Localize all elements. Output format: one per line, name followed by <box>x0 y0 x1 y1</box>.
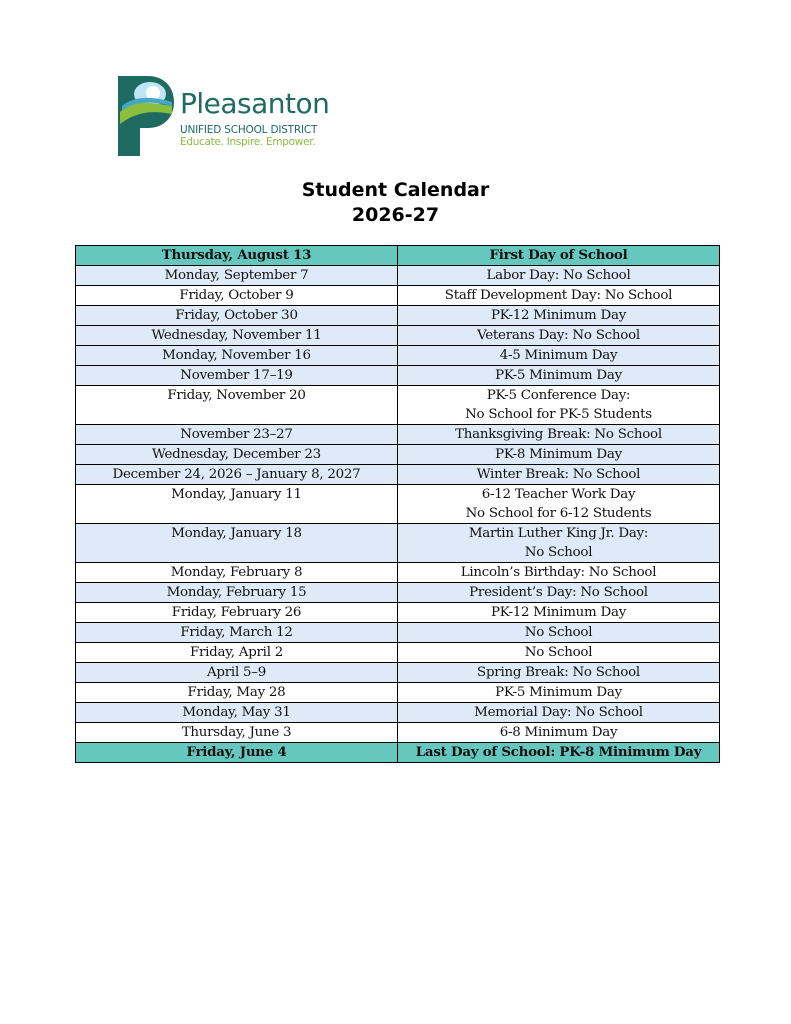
calendar-date-cell: November 23–27 <box>76 425 398 445</box>
calendar-date-cell: December 24, 2026 – January 8, 2027 <box>76 465 398 485</box>
district-logo <box>118 76 348 158</box>
calendar-event-text-line-2: No School <box>524 545 593 560</box>
calendar-date-cell: Monday, September 7 <box>76 266 398 286</box>
calendar-date-cell: Friday, March 12 <box>76 623 398 643</box>
calendar-event-text: PK-8 Minimum Day <box>495 447 622 462</box>
calendar-event-cell <box>398 723 720 743</box>
calendar-row <box>76 266 720 286</box>
calendar-row <box>76 485 720 524</box>
calendar-table <box>75 245 720 763</box>
calendar-event-text: First Day of School <box>489 247 628 263</box>
calendar-row <box>76 445 720 465</box>
title-line-1: Student Calendar <box>301 179 490 201</box>
calendar-event-cell <box>398 643 720 663</box>
calendar-row <box>76 623 720 643</box>
calendar-event-cell <box>398 524 720 563</box>
calendar-event-text: PK-12 Minimum Day <box>490 308 627 323</box>
calendar-date-cell: Thursday, August 13 <box>76 246 398 266</box>
calendar-date-cell: Monday, January 18 <box>76 524 398 563</box>
calendar-row <box>76 346 720 366</box>
calendar-event-text: Veterans Day: No School <box>477 328 640 343</box>
calendar-date-cell: Friday, October 9 <box>76 286 398 306</box>
calendar-event-text: Labor Day: No School <box>486 268 631 283</box>
calendar-row <box>76 743 720 763</box>
calendar-row <box>76 663 720 683</box>
calendar-row <box>76 643 720 663</box>
calendar-event-cell <box>398 425 720 445</box>
pleasanton-p-logo-icon <box>118 76 174 156</box>
calendar-row <box>76 603 720 623</box>
calendar-event-cell <box>398 683 720 703</box>
calendar-date-cell: Friday, February 26 <box>76 603 398 623</box>
calendar-row <box>76 524 720 563</box>
calendar-event-text: No School <box>524 625 593 640</box>
calendar-event-text-line-2: No School for PK-5 Students <box>465 407 652 422</box>
calendar-row <box>76 583 720 603</box>
calendar-date-cell: Friday, November 20 <box>76 386 398 425</box>
calendar-event-cell <box>398 623 720 643</box>
calendar-date-cell: Monday, January 11 <box>76 485 398 524</box>
calendar-event-cell <box>398 346 720 366</box>
calendar-event-cell <box>398 485 720 524</box>
calendar-event-text: PK-5 Minimum Day <box>495 685 622 700</box>
calendar-date-cell: Monday, November 16 <box>76 346 398 366</box>
calendar-date-cell: Friday, April 2 <box>76 643 398 663</box>
calendar-event-text: President’s Day: No School <box>469 585 648 600</box>
brand-tagline: Educate. Inspire. Empower. <box>180 136 316 148</box>
calendar-event-text: Winter Break: No School <box>476 467 641 482</box>
calendar-event-text: Last Day of School: PK-8 Minimum Day <box>415 744 702 760</box>
calendar-row <box>76 306 720 326</box>
calendar-date-cell: Thursday, June 3 <box>76 723 398 743</box>
brand-name: Pleasanton <box>180 87 330 120</box>
calendar-row <box>76 703 720 723</box>
calendar-date-cell: Friday, October 30 <box>76 306 398 326</box>
calendar-event-cell <box>398 366 720 386</box>
calendar-event-cell <box>398 326 720 346</box>
calendar-event-text: PK-5 Minimum Day <box>495 368 622 383</box>
calendar-date-cell: Wednesday, November 11 <box>76 326 398 346</box>
title-line-2: 2026-27 <box>351 204 440 226</box>
calendar-date-cell: Monday, February 8 <box>76 563 398 583</box>
calendar-event-cell <box>398 563 720 583</box>
calendar-event-cell <box>398 465 720 485</box>
calendar-date-cell: Friday, May 28 <box>76 683 398 703</box>
calendar-event-text: Memorial Day: No School <box>474 705 643 720</box>
calendar-event-text: Lincoln’s Birthday: No School <box>460 565 657 580</box>
calendar-event-cell <box>398 306 720 326</box>
calendar-event-text: Staff Development Day: No School <box>444 288 673 303</box>
calendar-event-text: 6-8 Minimum Day <box>499 725 618 740</box>
brand-subtitle: UNIFIED SCHOOL DISTRICT <box>180 124 318 136</box>
calendar-event-cell <box>398 743 720 763</box>
page-title <box>0 178 791 228</box>
calendar-row <box>76 326 720 346</box>
calendar-row <box>76 246 720 266</box>
calendar-event-cell <box>398 246 720 266</box>
calendar-event-text: 6-12 Teacher Work Day <box>481 487 636 502</box>
calendar-date-cell: November 17–19 <box>76 366 398 386</box>
calendar-event-text: No School <box>524 645 593 660</box>
calendar-event-cell <box>398 663 720 683</box>
calendar-row <box>76 425 720 445</box>
calendar-event-cell <box>398 703 720 723</box>
calendar-date-cell: Wednesday, December 23 <box>76 445 398 465</box>
calendar-event-text: Spring Break: No School <box>477 665 640 680</box>
calendar-event-text: PK-5 Conference Day: <box>486 388 631 403</box>
calendar-event-text-line-2: No School for 6-12 Students <box>465 506 652 521</box>
calendar-event-cell <box>398 603 720 623</box>
calendar-row <box>76 286 720 306</box>
calendar-event-cell <box>398 445 720 465</box>
calendar-date-cell: Friday, June 4 <box>76 743 398 763</box>
calendar-body <box>76 246 720 763</box>
calendar-row <box>76 723 720 743</box>
calendar-event-text: PK-12 Minimum Day <box>490 605 627 620</box>
calendar-event-text: Thanksgiving Break: No School <box>455 427 662 442</box>
calendar-date-cell: April 5–9 <box>76 663 398 683</box>
calendar-row <box>76 386 720 425</box>
calendar-row <box>76 563 720 583</box>
calendar-event-cell <box>398 386 720 425</box>
calendar-event-cell <box>398 266 720 286</box>
calendar-event-cell <box>398 286 720 306</box>
calendar-row <box>76 366 720 386</box>
calendar-row <box>76 465 720 485</box>
calendar-event-text: 4-5 Minimum Day <box>499 348 618 363</box>
calendar-event-text: Martin Luther King Jr. Day: <box>468 526 649 541</box>
calendar-date-cell: Monday, May 31 <box>76 703 398 723</box>
calendar-row <box>76 683 720 703</box>
calendar-date-cell: Monday, February 15 <box>76 583 398 603</box>
calendar-event-cell <box>398 583 720 603</box>
